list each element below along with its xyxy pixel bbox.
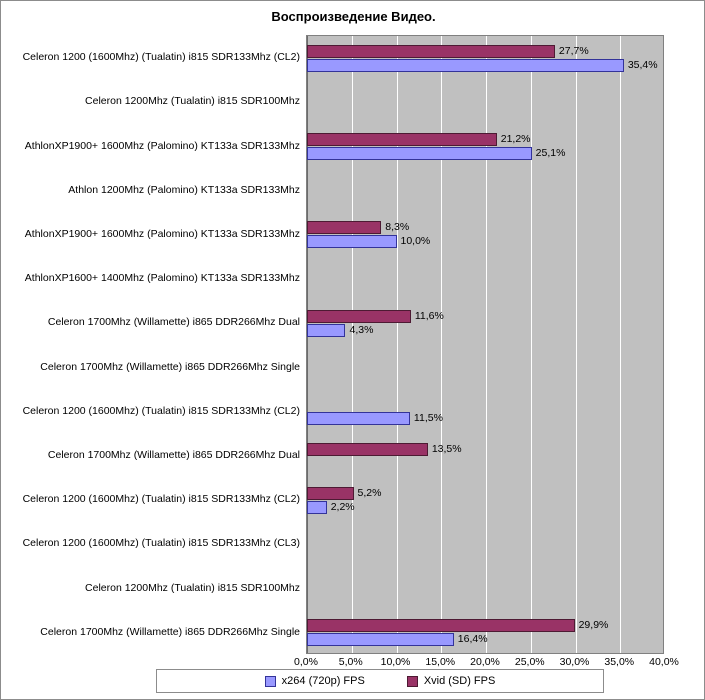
category-label: Celeron 1700Mhz (Willamette) i865 DDR266Mhz Dual <box>47 449 300 462</box>
category-label: Celeron 1200 (1600Mhz) (Tualatin) i815 SDR133Mhz (CL2) <box>22 493 300 506</box>
bar-x264 <box>307 412 410 425</box>
bar-x264 <box>307 235 397 248</box>
legend-item-xvid <box>407 675 496 687</box>
category-label: AthlonXP1600+ 1400Mhz (Palomino) KT133a SDR133Mhz <box>24 272 300 285</box>
value-axis-line <box>307 36 308 653</box>
bar-x264 <box>307 633 454 646</box>
x-tick-label: 15,0% <box>425 656 456 668</box>
legend-swatch-icon-x264 <box>265 676 276 687</box>
bar-value-label: 25,1% <box>535 147 566 160</box>
x-tick-label: 35,0% <box>604 656 635 668</box>
bar-value-label: 5,2% <box>357 486 382 499</box>
chart-title: Воспроизведение Видео. <box>271 9 436 24</box>
bar-xvid <box>307 310 411 323</box>
bar-value-label: 8,3% <box>385 221 410 234</box>
bar-value-label: 11,5% <box>413 412 443 425</box>
x-tick-label: 20,0% <box>470 656 500 668</box>
chart-legend <box>156 669 604 693</box>
bar-value-label: 29,9% <box>578 619 609 632</box>
category-label: Celeron 1200Mhz (Tualatin) i815 SDR100Mhz <box>85 95 300 108</box>
legend-item-x264 <box>265 675 365 687</box>
bar-x264 <box>307 324 345 337</box>
bar-xvid <box>307 619 575 632</box>
category-label: AthlonXP1900+ 1600Mhz (Palomino) KT133a SDR133Mhz <box>24 139 300 152</box>
bar-x264 <box>307 147 532 160</box>
category-label: Athlon 1200Mhz (Palomino) KT133a SDR133Mhz <box>68 183 300 196</box>
gridline <box>665 36 666 653</box>
bar-value-label: 16,4% <box>457 633 488 646</box>
gridline <box>486 36 487 653</box>
bar-xvid <box>307 133 497 146</box>
plot-area <box>306 35 664 654</box>
gridline <box>441 36 442 653</box>
legend-label-xvid: Xvid (SD) FPS <box>423 675 496 687</box>
bar-value-label: 11,6% <box>414 309 444 322</box>
bar-xvid <box>307 45 555 58</box>
gridline <box>352 36 353 653</box>
bar-value-label: 13,5% <box>431 442 462 455</box>
category-label: Celeron 1200 (1600Mhz) (Tualatin) i815 SDR133Mhz (CL2) <box>22 51 300 64</box>
x-tick-label: 5,0% <box>338 656 363 668</box>
bar-x264 <box>307 59 624 72</box>
category-label: Celeron 1200 (1600Mhz) (Tualatin) i815 SDR133Mhz (CL2) <box>22 404 300 417</box>
gridline <box>620 36 621 653</box>
x-tick-label: 40,0% <box>649 656 679 668</box>
category-label: Celeron 1700Mhz (Willamette) i865 DDR266Mhz Dual <box>47 316 300 329</box>
legend-label-x264: x264 (720p) FPS <box>281 675 365 687</box>
x-tick-label: 25,0% <box>514 656 545 668</box>
bar-value-label: 2,2% <box>330 500 355 513</box>
legend-swatch-icon-xvid <box>407 676 418 687</box>
category-label: Celeron 1700Mhz (Willamette) i865 DDR266Mhz Single <box>40 360 300 373</box>
bar-value-label: 10,0% <box>400 235 431 248</box>
category-label: Celeron 1700Mhz (Willamette) i865 DDR266Mhz Single <box>40 625 300 638</box>
gridline <box>576 36 577 653</box>
x-tick-label: 30,0% <box>559 656 590 668</box>
category-label: Celeron 1200 (1600Mhz) (Tualatin) i815 SDR133Mhz (CL3) <box>22 537 300 550</box>
category-label: AthlonXP1900+ 1600Mhz (Palomino) KT133a SDR133Mhz <box>24 227 300 240</box>
bar-value-label: 4,3% <box>349 323 374 336</box>
bar-x264 <box>307 501 327 514</box>
bar-value-label: 35,4% <box>627 58 658 71</box>
category-axis-labels <box>1 35 304 654</box>
bar-xvid <box>307 443 428 456</box>
bar-xvid <box>307 487 354 500</box>
bar-value-label: 27,7% <box>558 44 589 57</box>
x-tick-label: 0,0% <box>294 656 318 668</box>
gridline <box>397 36 398 653</box>
bar-xvid <box>307 221 381 234</box>
x-tick-label: 10,0% <box>380 656 411 668</box>
bar-value-label: 21,2% <box>500 133 531 146</box>
category-label: Celeron 1200Mhz (Tualatin) i815 SDR100Mhz <box>85 581 300 594</box>
gridline <box>531 36 532 653</box>
